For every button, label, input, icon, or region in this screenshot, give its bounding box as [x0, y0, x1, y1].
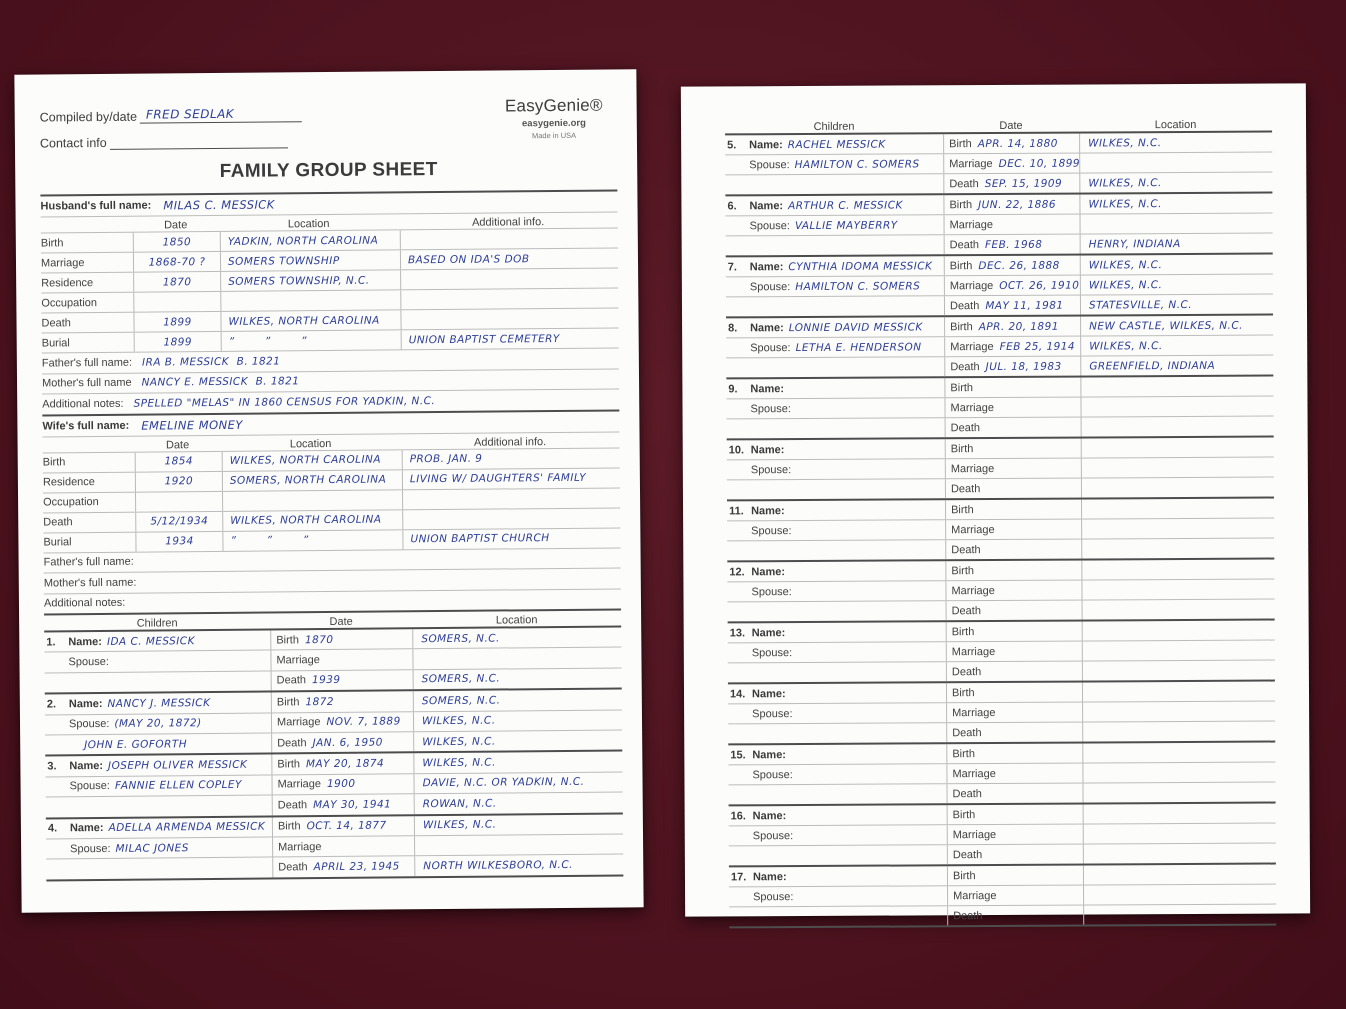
compiled-by-underline: [140, 106, 302, 123]
wife-vitals-table: [43, 447, 621, 552]
marriage-label: Marriage: [951, 645, 996, 658]
child-spouse-label: Spouse:: [749, 219, 790, 232]
child-spouse-row: [728, 701, 1275, 724]
contact-info-row: [40, 122, 302, 150]
child-name-label: Name:: [749, 199, 784, 212]
birth-label: Birth: [949, 137, 972, 150]
notes-value: SPELLED "MELAS" IN 1860 CENSUS FOR YADKIN, N.C.: [133, 394, 436, 410]
column-header-location: Location: [287, 217, 330, 231]
death-date: 1939: [311, 674, 341, 687]
family-group-sheet-page-1: [14, 69, 643, 912]
birth-date: APR. 20, 1891: [978, 320, 1059, 333]
child-entry: [45, 688, 623, 755]
child-name-row: [729, 802, 1276, 826]
child-number: 17.: [730, 870, 747, 883]
death-date: MAY 11, 1981: [985, 299, 1064, 312]
child-spouse-row: [726, 213, 1273, 236]
birth-location: WILKES, N.C.: [422, 756, 496, 770]
compiled-by-label: Compiled by/date: [39, 109, 138, 125]
vital-additional: PROB. JAN. 9: [409, 452, 483, 466]
father-name-value: IRA B. MESSICK B. 1821: [141, 355, 281, 369]
death-label: Death: [278, 861, 308, 874]
child-spouse-label: Spouse:: [750, 402, 791, 415]
child-name-label: Name:: [750, 321, 784, 334]
death-label: Death: [951, 543, 981, 556]
birth-label: Birth: [952, 747, 975, 760]
child-spouse-row: [726, 274, 1273, 297]
child-death-row: [727, 416, 1274, 439]
child-entry: [726, 375, 1273, 439]
marriage-label: Marriage: [276, 654, 320, 667]
child-name-row: [726, 253, 1273, 277]
notes-label: Additional notes:: [43, 597, 126, 610]
brand-website: easygenie.org: [521, 117, 586, 130]
brand-name: EasyGenie®: [504, 95, 603, 116]
marriage-label: Marriage: [952, 828, 997, 841]
child-entry: [725, 192, 1272, 256]
column-header-location: Location: [495, 614, 538, 627]
child-name-value: RACHEL MESSICK: [787, 138, 886, 151]
death-label: Death: [952, 848, 983, 861]
column-header-children: Children: [136, 617, 178, 630]
child-spouse-label: Spouse:: [752, 829, 794, 842]
marriage-label: Marriage: [953, 889, 997, 902]
vital-label: Death: [43, 516, 73, 529]
column-header-location: Location: [289, 437, 332, 450]
column-header-date: Date: [999, 119, 1023, 132]
husband-vitals-table: [41, 227, 619, 352]
child-spouse-row: [726, 396, 1273, 419]
child-spouse-value: FANNIE ELLEN COPLEY: [114, 779, 242, 793]
vital-date: 1899: [163, 335, 193, 348]
child-spouse-label: Spouse:: [68, 718, 110, 731]
death-location: WILKES, N.C.: [422, 735, 496, 748]
child-name-label: Name:: [751, 687, 786, 700]
mother-name-value: NANCY E. MESSICK B. 1821: [141, 375, 300, 389]
page-header: [40, 93, 617, 150]
marriage-label: Marriage: [950, 340, 994, 353]
child-name-label: Name:: [751, 565, 786, 578]
column-header-date: Date: [165, 438, 190, 451]
child-number: 6.: [727, 199, 737, 212]
child-name-label: Name:: [69, 822, 104, 835]
marriage-date: NOV. 7, 1889: [326, 715, 401, 729]
child-entry: [725, 131, 1272, 195]
child-name-row: [728, 680, 1275, 704]
mother-name-label: Mother's full name: [42, 376, 132, 390]
child-death-row: [727, 477, 1274, 500]
birth-label: Birth: [950, 320, 973, 333]
child-name-label: Name:: [752, 809, 787, 822]
child-spouse-label: Spouse:: [749, 280, 791, 293]
child-spouse-row: [727, 518, 1274, 541]
sheet-title: FAMILY GROUP SHEET: [219, 159, 438, 182]
marriage-label: Marriage: [949, 279, 994, 292]
child-name-value: ARTHUR C. MESSICK: [788, 198, 903, 212]
marriage-location: DAVIE, N.C. OR YADKIN, N.C.: [422, 776, 585, 790]
child-name-row: [728, 619, 1275, 643]
child-entry: [727, 497, 1274, 561]
death-date: FEB. 1968: [984, 238, 1043, 251]
vital-label: Residence: [42, 476, 95, 489]
vital-label: Burial: [43, 536, 72, 549]
child-name-value: ADELLA ARMENDA MESSICK: [108, 820, 266, 835]
child-number: 13.: [729, 626, 746, 639]
child-entry: [728, 680, 1275, 744]
child-name-row: [725, 192, 1272, 216]
child-name-label: Name:: [68, 635, 102, 648]
child-number: 5.: [727, 138, 737, 151]
vital-date: 1854: [164, 455, 194, 468]
birth-label: Birth: [276, 696, 300, 709]
compiled-contact-block: [40, 96, 303, 150]
child-spouse-label: Spouse:: [750, 463, 792, 476]
column-header-children: Children: [813, 120, 855, 133]
child-spouse-label: Spouse:: [753, 890, 794, 903]
birth-label: Birth: [949, 259, 973, 272]
marriage-location: WILKES, N.C.: [1089, 339, 1163, 353]
family-group-sheet-page-2: [681, 83, 1310, 922]
child-spouse-label: Spouse:: [751, 524, 792, 537]
marriage-label: Marriage: [277, 778, 322, 791]
husband-name-value: MILAS C. MESSICK: [163, 197, 275, 213]
child-name-row: [727, 497, 1274, 521]
child-number: 3.: [47, 760, 57, 773]
children-column-headers: [725, 116, 1272, 134]
marriage-date: OCT. 26, 1910: [999, 279, 1080, 292]
vital-location: WILKES, NORTH CAROLINA: [229, 453, 381, 467]
children-table-page2: [725, 131, 1276, 929]
child-death-row: [729, 904, 1276, 927]
vital-label: Marriage: [40, 256, 85, 270]
birth-location: SOMERS, N.C.: [421, 694, 501, 708]
death-label: Death: [952, 726, 982, 739]
child-name-label: Name:: [68, 697, 103, 711]
child-entry: [44, 625, 622, 692]
child-spouse-value: MILAC JONES: [115, 841, 189, 855]
death-label: Death: [950, 360, 980, 373]
death-label: Death: [949, 299, 980, 312]
child-spouse-label: Spouse:: [752, 768, 793, 781]
child-spouse-value: VALLIE MAYBERRY: [794, 219, 898, 232]
marriage-date: 1900: [326, 778, 356, 791]
child-number: 9.: [728, 382, 738, 395]
vital-date: 1868-70 ?: [148, 255, 206, 269]
child-death-row: [728, 660, 1275, 683]
birth-label: Birth: [950, 442, 974, 455]
death-label: Death: [949, 238, 980, 251]
marriage-location: WILKES, N.C.: [421, 714, 496, 728]
child-death-row: [726, 355, 1273, 378]
death-label: Death: [950, 482, 981, 495]
birth-date: APR. 14, 1880: [977, 137, 1058, 150]
vital-label: Occupation: [43, 496, 99, 509]
child-name-value: LONNIE DAVID MESSICK: [788, 320, 923, 334]
child-spouse-row: [728, 640, 1275, 663]
compiled-by-row: [40, 96, 302, 124]
birth-label: Birth: [277, 820, 301, 833]
vital-additional: UNION BAPTIST CEMETERY: [408, 332, 560, 346]
death-label: Death: [950, 421, 981, 434]
child-death-row: [728, 599, 1275, 622]
child-number: 12.: [729, 565, 745, 578]
death-location: SOMERS, N.C.: [421, 672, 501, 686]
notes-label: Additional notes:: [42, 397, 124, 411]
birth-location: NEW CASTLE, WILKES, N.C.: [1089, 319, 1243, 333]
vital-location: YADKIN, NORTH CAROLINA: [227, 234, 379, 248]
child-entry: [729, 802, 1276, 866]
child-name-row: [725, 131, 1272, 155]
marriage-label: Marriage: [278, 840, 322, 854]
child-spouse-row: [729, 884, 1276, 907]
birth-label: Birth: [950, 381, 974, 394]
child-spouse-label: Spouse:: [752, 707, 793, 720]
child-spouse-label: Spouse:: [751, 646, 793, 659]
birth-label: Birth: [276, 633, 299, 647]
death-location: NORTH WILKESBORO, N.C.: [423, 858, 573, 873]
child-name-label: Name:: [750, 443, 785, 456]
child-spouse-value: HAMILTON C. SOMERS: [795, 279, 921, 293]
child-number: 10.: [728, 443, 745, 456]
column-header-location: Location: [1154, 118, 1197, 132]
vital-location: WILKES, NORTH CAROLINA: [228, 314, 380, 328]
birth-label: Birth: [952, 869, 976, 882]
death-date: SEP. 15, 1909: [984, 177, 1063, 190]
vital-date: 1934: [165, 535, 194, 548]
vital-date: 1899: [163, 315, 192, 328]
birth-label: Birth: [951, 625, 975, 638]
column-header-additional: Additional info.: [472, 216, 545, 229]
death-label: Death: [952, 787, 982, 800]
vital-location: WILKES, NORTH CAROLINA: [230, 513, 382, 527]
child-entry: [728, 619, 1275, 683]
vital-date: 1920: [164, 475, 194, 488]
vital-date: 1850: [162, 235, 192, 248]
vital-label: Birth: [40, 236, 64, 250]
compiled-by-value: FRED SEDLAK: [145, 106, 235, 122]
birth-date: MAY 20, 1874: [305, 757, 385, 771]
death-date: APRIL 23, 1945: [313, 860, 400, 874]
child-entry: [46, 812, 624, 879]
child-spouse-value: LETHA E. HENDERSON: [795, 340, 922, 354]
child-name-label: Name:: [752, 748, 786, 761]
death-location: WILKES, N.C.: [1088, 176, 1162, 190]
child-name-value: NANCY J. MESSICK: [107, 696, 211, 710]
birth-location: WILKES, N.C.: [422, 818, 497, 832]
child-spouse-row: [727, 457, 1274, 480]
contact-info-label: Contact info: [39, 135, 107, 151]
wife-name-value: EMELINE MONEY: [141, 417, 243, 433]
marriage-location: WILKES, N.C.: [1088, 278, 1163, 292]
brand-made-in: Made in USA: [531, 130, 577, 141]
child-name-row: [727, 436, 1274, 460]
birth-location: WILKES, N.C.: [1088, 258, 1163, 272]
child-spouse-label: Spouse:: [751, 585, 792, 598]
marriage-label: Marriage: [951, 523, 995, 536]
marriage-label: Marriage: [952, 767, 996, 780]
vital-label: Death: [41, 316, 71, 330]
child-name-row: [726, 375, 1273, 399]
child-death-row: [727, 538, 1274, 561]
marriage-date: DEC. 10, 1899: [998, 157, 1081, 170]
child-spouse-label: Spouse:: [70, 842, 111, 855]
child-number: 11.: [729, 504, 744, 517]
contact-info-underline: [110, 146, 288, 150]
child-name-value: JOSEPH OLIVER MESSICK: [107, 758, 248, 772]
child-death-row: [728, 782, 1275, 805]
death-date: MAY 30, 1941: [313, 798, 392, 811]
child-name-row: [726, 314, 1273, 338]
death-label: Death: [277, 736, 307, 750]
death-date: JUL. 18, 1983: [985, 360, 1062, 373]
vital-label: Residence: [41, 276, 94, 290]
child-name-label: Name:: [749, 260, 784, 273]
child-death-row: [726, 233, 1273, 256]
child-name-label: Name:: [751, 504, 785, 517]
marriage-label: Marriage: [950, 462, 995, 475]
father-name-label: Father's full name:: [43, 555, 134, 569]
death-location: STATESVILLE, N.C.: [1088, 298, 1193, 312]
birth-date: 1870: [304, 633, 334, 646]
mother-name-label: Mother's full name:: [43, 576, 137, 590]
vital-location: ” ” ”: [230, 534, 309, 547]
marriage-label: Marriage: [276, 716, 321, 729]
child-spouse-row: [726, 335, 1273, 358]
birth-label: Birth: [951, 686, 975, 699]
death-location: GREENFIELD, INDIANA: [1089, 359, 1216, 373]
birth-label: Birth: [951, 503, 974, 516]
child-name-label: Name:: [752, 870, 787, 883]
child-number: 2.: [46, 698, 57, 711]
birth-date: JUN. 22, 1886: [978, 198, 1057, 211]
child-number: 16.: [730, 809, 746, 822]
child-name-row: [728, 741, 1275, 765]
birth-location: WILKES, N.C.: [1088, 197, 1162, 211]
birth-location: SOMERS, N.C.: [421, 632, 500, 645]
birth-location: WILKES, N.C.: [1088, 136, 1162, 150]
birth-label: Birth: [949, 198, 973, 211]
child-number: 8.: [728, 321, 738, 334]
child-name-label: Name:: [750, 382, 785, 395]
marriage-date: FEB 25, 1914: [999, 340, 1076, 353]
father-name-label: Father's full name:: [41, 356, 133, 370]
vital-location: SOMERS, NORTH CAROLINA: [229, 473, 387, 487]
child-number: 7.: [727, 260, 737, 273]
child-entry: [727, 436, 1274, 500]
husband-name-label: Husband's full name:: [40, 199, 152, 213]
marriage-label: Marriage: [951, 584, 995, 597]
child-spouse-row: [728, 762, 1275, 785]
children-table-page1: [44, 625, 623, 881]
child-number: 1.: [46, 636, 56, 649]
child-number: 4.: [47, 822, 58, 835]
column-header-date: Date: [329, 615, 353, 629]
birth-date: DEC. 26, 1888: [978, 259, 1060, 272]
death-label: Death: [951, 665, 982, 678]
death-date: JAN. 6, 1950: [312, 736, 383, 749]
child-entry: [729, 863, 1276, 927]
vital-location: SOMERS TOWNSHIP, N.C.: [228, 274, 370, 288]
vital-additional: LIVING W/ DAUGHTERS' FAMILY: [409, 471, 587, 486]
child-name-label: Name:: [751, 626, 786, 639]
wife-name-label: Wife's full name:: [42, 419, 130, 432]
child-name-row: [727, 558, 1274, 582]
death-location: HENRY, INDIANA: [1088, 237, 1181, 251]
marriage-label: Marriage: [950, 401, 994, 414]
vital-additional: UNION BAPTIST CHURCH: [410, 532, 550, 546]
child-spouse-label: Spouse:: [69, 780, 110, 793]
vital-label: Occupation: [41, 296, 98, 310]
child-entry: [45, 750, 623, 817]
child-number: 14.: [729, 687, 746, 700]
child-spouse-label: Spouse:: [749, 158, 790, 171]
child-spouse-row: [727, 579, 1274, 602]
child-spouse-label: Spouse:: [750, 341, 791, 354]
birth-date: OCT. 14, 1877: [306, 819, 387, 833]
child-entry: [726, 314, 1273, 378]
marriage-label: Marriage: [952, 706, 996, 719]
child-number: 15.: [730, 748, 746, 761]
death-label: Death: [953, 909, 983, 922]
marriage-label: Marriage: [949, 157, 993, 170]
marriage-label: Marriage: [949, 218, 993, 231]
child-name-label: Name:: [749, 138, 783, 151]
death-label: Death: [277, 799, 308, 812]
child-spouse-value: HAMILTON C. SOMERS: [794, 157, 920, 171]
vital-location: SOMERS TOWNSHIP: [227, 254, 340, 268]
vital-label: Birth: [42, 456, 66, 469]
child-death-row: [729, 843, 1276, 866]
column-header-date: Date: [163, 219, 188, 232]
child-spouse-extra: JOHN E. GOFORTH: [84, 737, 188, 751]
child-name-value: CYNTHIA IDOMA MESSICK: [788, 259, 933, 273]
birth-label: Birth: [277, 758, 301, 771]
child-name-value: IDA C. MESSICK: [106, 634, 195, 648]
birth-label: Birth: [952, 808, 976, 821]
birth-label: Birth: [951, 564, 975, 577]
child-spouse-row: [729, 823, 1276, 846]
column-header-additional: Additional info.: [473, 435, 547, 449]
child-spouse-value: (MAY 20, 1872): [114, 717, 202, 731]
death-label: Death: [949, 177, 979, 190]
vital-label: Burial: [41, 336, 70, 350]
child-spouse-label: Spouse:: [68, 656, 109, 669]
birth-date: 1872: [305, 695, 335, 709]
death-label: Death: [951, 604, 981, 617]
easygenie-logo: [505, 96, 603, 141]
vital-date: 1870: [162, 275, 192, 288]
vital-date: 5/12/1934: [150, 515, 209, 528]
child-death-row: [725, 172, 1272, 195]
child-spouse-row: [725, 152, 1272, 175]
child-name-label: Name:: [69, 760, 104, 773]
child-name-row: [729, 863, 1276, 887]
child-entry: [726, 253, 1273, 317]
vital-location: ” ” ”: [228, 334, 308, 348]
child-death-row: [726, 294, 1273, 317]
child-death-row: [728, 721, 1275, 744]
death-location: ROWAN, N.C.: [422, 797, 497, 811]
death-label: Death: [276, 674, 307, 687]
vital-additional: BASED ON IDA'S DOB: [407, 252, 530, 266]
child-entry: [728, 741, 1275, 805]
child-entry: [727, 558, 1274, 622]
